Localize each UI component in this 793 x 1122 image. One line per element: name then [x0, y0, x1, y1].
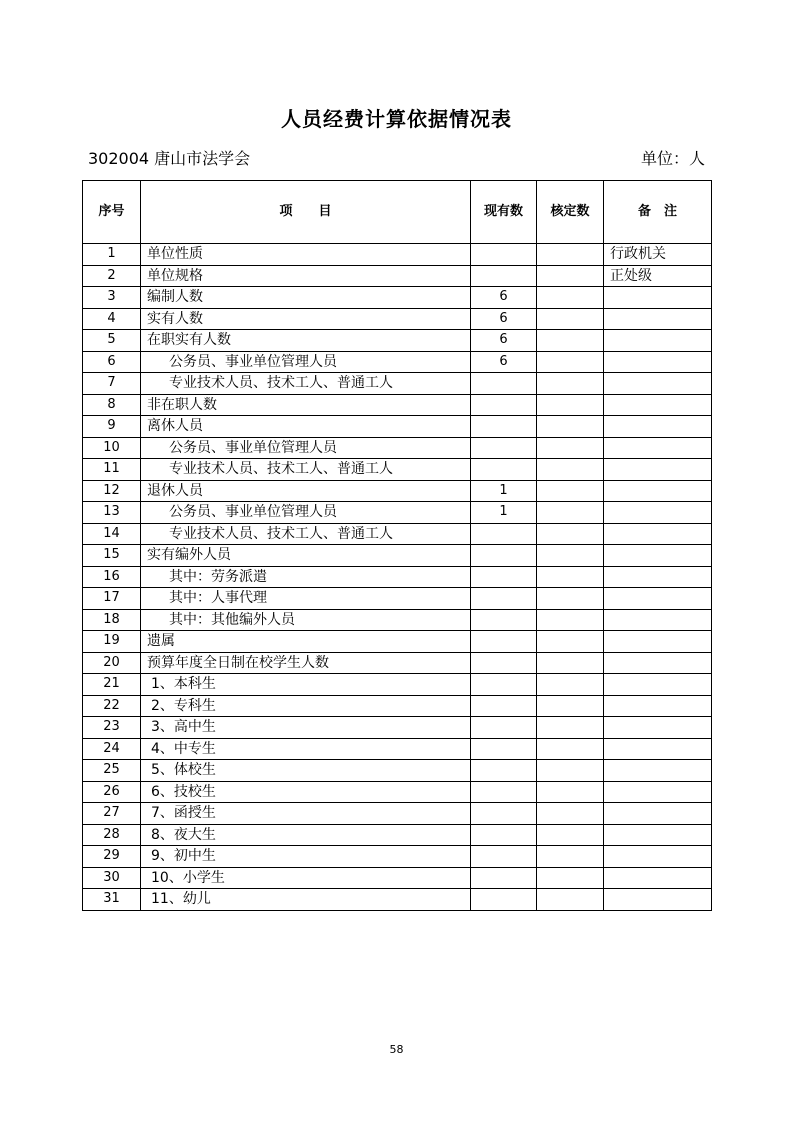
row-index: 29: [83, 846, 141, 868]
row-remark: [604, 523, 712, 545]
row-actual: [471, 824, 537, 846]
row-actual: 1: [471, 502, 537, 524]
row-remark: [604, 846, 712, 868]
table-row: [83, 523, 712, 545]
row-remark: [604, 545, 712, 567]
row-item: 公务员、事业单位管理人员: [141, 437, 471, 459]
row-remark: [604, 760, 712, 782]
row-index: 8: [83, 394, 141, 416]
row-approved: [537, 523, 604, 545]
row-actual: [471, 846, 537, 868]
organization-name: 302004 唐山市法学会: [88, 149, 251, 168]
row-index: 20: [83, 652, 141, 674]
row-actual: [471, 781, 537, 803]
row-approved: [537, 545, 604, 567]
row-remark: [604, 867, 712, 889]
row-approved: [537, 480, 604, 502]
staff-cost-table: [82, 180, 712, 911]
row-index: 12: [83, 480, 141, 502]
table-row: [83, 867, 712, 889]
row-item: 预算年度全日制在校学生人数: [141, 652, 471, 674]
row-actual: 6: [471, 351, 537, 373]
table-row: [83, 416, 712, 438]
row-approved: [537, 351, 604, 373]
table-row: [83, 588, 712, 610]
row-actual: [471, 760, 537, 782]
header-index: 序号: [83, 181, 141, 244]
table-row: [83, 330, 712, 352]
row-item: 公务员、事业单位管理人员: [141, 351, 471, 373]
row-remark: [604, 566, 712, 588]
row-index: 25: [83, 760, 141, 782]
table-row: [83, 695, 712, 717]
row-item: 编制人数: [141, 287, 471, 309]
row-remark: [604, 394, 712, 416]
row-approved: [537, 652, 604, 674]
row-actual: 6: [471, 308, 537, 330]
row-index: 19: [83, 631, 141, 653]
row-item: 实有编外人员: [141, 545, 471, 567]
row-item: 9、初中生: [141, 846, 471, 868]
row-item: 单位性质: [141, 244, 471, 266]
table-row: [83, 437, 712, 459]
row-actual: [471, 588, 537, 610]
row-actual: [471, 545, 537, 567]
row-remark: [604, 416, 712, 438]
row-item: 退休人员: [141, 480, 471, 502]
row-approved: [537, 760, 604, 782]
row-item: 非在职人数: [141, 394, 471, 416]
row-remark: [604, 781, 712, 803]
table-row: [83, 373, 712, 395]
row-approved: [537, 824, 604, 846]
row-remark: [604, 588, 712, 610]
row-actual: [471, 265, 537, 287]
header-remark: 备 注: [604, 181, 712, 244]
table-row: [83, 308, 712, 330]
row-actual: [471, 889, 537, 911]
row-index: 4: [83, 308, 141, 330]
table-row: [83, 717, 712, 739]
row-actual: [471, 631, 537, 653]
row-approved: [537, 803, 604, 825]
row-actual: [471, 566, 537, 588]
row-approved: [537, 416, 604, 438]
table-row: [83, 781, 712, 803]
row-item: 4、中专生: [141, 738, 471, 760]
row-approved: [537, 846, 604, 868]
row-item: 8、夜大生: [141, 824, 471, 846]
table-body: [83, 244, 712, 911]
row-index: 13: [83, 502, 141, 524]
row-index: 18: [83, 609, 141, 631]
row-approved: [537, 244, 604, 266]
row-index: 9: [83, 416, 141, 438]
row-item: 离休人员: [141, 416, 471, 438]
row-approved: [537, 889, 604, 911]
row-approved: [537, 330, 604, 352]
row-remark: [604, 738, 712, 760]
table-row: [83, 394, 712, 416]
table-row: [83, 631, 712, 653]
table-row: [83, 459, 712, 481]
row-remark: [604, 459, 712, 481]
row-remark: [604, 889, 712, 911]
table-row: [83, 566, 712, 588]
row-approved: [537, 566, 604, 588]
row-item: 7、函授生: [141, 803, 471, 825]
header-actual: 现有数: [471, 181, 537, 244]
row-remark: [604, 803, 712, 825]
row-actual: [471, 416, 537, 438]
table-row: [83, 803, 712, 825]
row-item: 11、幼儿: [141, 889, 471, 911]
row-item: 10、小学生: [141, 867, 471, 889]
row-index: 11: [83, 459, 141, 481]
row-remark: 行政机关: [604, 244, 712, 266]
row-item: 其中：劳务派遣: [141, 566, 471, 588]
row-index: 23: [83, 717, 141, 739]
row-actual: [471, 609, 537, 631]
row-remark: [604, 330, 712, 352]
row-index: 14: [83, 523, 141, 545]
row-actual: 1: [471, 480, 537, 502]
table-row: [83, 287, 712, 309]
table-row: [83, 244, 712, 266]
row-remark: [604, 652, 712, 674]
row-approved: [537, 631, 604, 653]
row-item: 其中：人事代理: [141, 588, 471, 610]
row-actual: 6: [471, 330, 537, 352]
table-row: [83, 760, 712, 782]
row-item: 在职实有人数: [141, 330, 471, 352]
table-header-row: [83, 181, 712, 244]
row-index: 6: [83, 351, 141, 373]
row-approved: [537, 373, 604, 395]
row-index: 3: [83, 287, 141, 309]
row-item: 1、本科生: [141, 674, 471, 696]
row-item: 公务员、事业单位管理人员: [141, 502, 471, 524]
row-remark: [604, 287, 712, 309]
row-remark: [604, 631, 712, 653]
row-item: 3、高中生: [141, 717, 471, 739]
row-remark: [604, 373, 712, 395]
row-approved: [537, 738, 604, 760]
table-row: [83, 824, 712, 846]
row-remark: [604, 824, 712, 846]
row-approved: [537, 437, 604, 459]
row-index: 16: [83, 566, 141, 588]
row-approved: [537, 588, 604, 610]
table-row: [83, 502, 712, 524]
row-approved: [537, 609, 604, 631]
row-approved: [537, 717, 604, 739]
row-approved: [537, 459, 604, 481]
row-approved: [537, 502, 604, 524]
table-row: [83, 889, 712, 911]
row-item: 单位规格: [141, 265, 471, 287]
row-remark: [604, 609, 712, 631]
row-actual: [471, 717, 537, 739]
row-item: 6、技校生: [141, 781, 471, 803]
row-actual: [471, 437, 537, 459]
row-actual: [471, 803, 537, 825]
row-approved: [537, 867, 604, 889]
table-row: [83, 738, 712, 760]
row-actual: 6: [471, 287, 537, 309]
table-row: [83, 351, 712, 373]
row-item: 专业技术人员、技术工人、普通工人: [141, 523, 471, 545]
table-row: [83, 652, 712, 674]
row-item: 5、体校生: [141, 760, 471, 782]
row-index: 24: [83, 738, 141, 760]
row-index: 31: [83, 889, 141, 911]
row-approved: [537, 394, 604, 416]
row-remark: [604, 437, 712, 459]
row-actual: [471, 652, 537, 674]
table-row: [83, 846, 712, 868]
table-row: [83, 609, 712, 631]
row-actual: [471, 459, 537, 481]
row-approved: [537, 695, 604, 717]
row-actual: [471, 738, 537, 760]
row-item: 其中：其他编外人员: [141, 609, 471, 631]
table-row: [83, 480, 712, 502]
row-actual: [471, 373, 537, 395]
row-remark: [604, 502, 712, 524]
row-index: 5: [83, 330, 141, 352]
row-index: 10: [83, 437, 141, 459]
row-index: 2: [83, 265, 141, 287]
row-actual: [471, 394, 537, 416]
row-item: 专业技术人员、技术工人、普通工人: [141, 373, 471, 395]
row-index: 28: [83, 824, 141, 846]
row-item: 2、专科生: [141, 695, 471, 717]
row-remark: [604, 480, 712, 502]
header-item: 项 目: [141, 181, 471, 244]
row-approved: [537, 674, 604, 696]
header-approved: 核定数: [537, 181, 604, 244]
row-approved: [537, 287, 604, 309]
row-actual: [471, 695, 537, 717]
document-title: 人员经费计算依据情况表: [281, 107, 512, 131]
row-remark: [604, 717, 712, 739]
row-remark: [604, 695, 712, 717]
row-approved: [537, 781, 604, 803]
row-remark: 正处级: [604, 265, 712, 287]
row-remark: [604, 308, 712, 330]
row-item: 专业技术人员、技术工人、普通工人: [141, 459, 471, 481]
row-index: 7: [83, 373, 141, 395]
table-row: [83, 265, 712, 287]
row-index: 30: [83, 867, 141, 889]
row-actual: [471, 523, 537, 545]
page-number: 58: [389, 1043, 404, 1056]
row-actual: [471, 244, 537, 266]
row-index: 15: [83, 545, 141, 567]
table-row: [83, 545, 712, 567]
row-item: 实有人数: [141, 308, 471, 330]
row-remark: [604, 674, 712, 696]
unit-label: 单位：人: [640, 149, 705, 168]
row-index: 27: [83, 803, 141, 825]
row-index: 26: [83, 781, 141, 803]
row-actual: [471, 674, 537, 696]
row-index: 22: [83, 695, 141, 717]
row-index: 17: [83, 588, 141, 610]
row-approved: [537, 265, 604, 287]
row-remark: [604, 351, 712, 373]
row-approved: [537, 308, 604, 330]
row-index: 1: [83, 244, 141, 266]
row-item: 遗属: [141, 631, 471, 653]
table-row: [83, 674, 712, 696]
row-actual: [471, 867, 537, 889]
row-index: 21: [83, 674, 141, 696]
